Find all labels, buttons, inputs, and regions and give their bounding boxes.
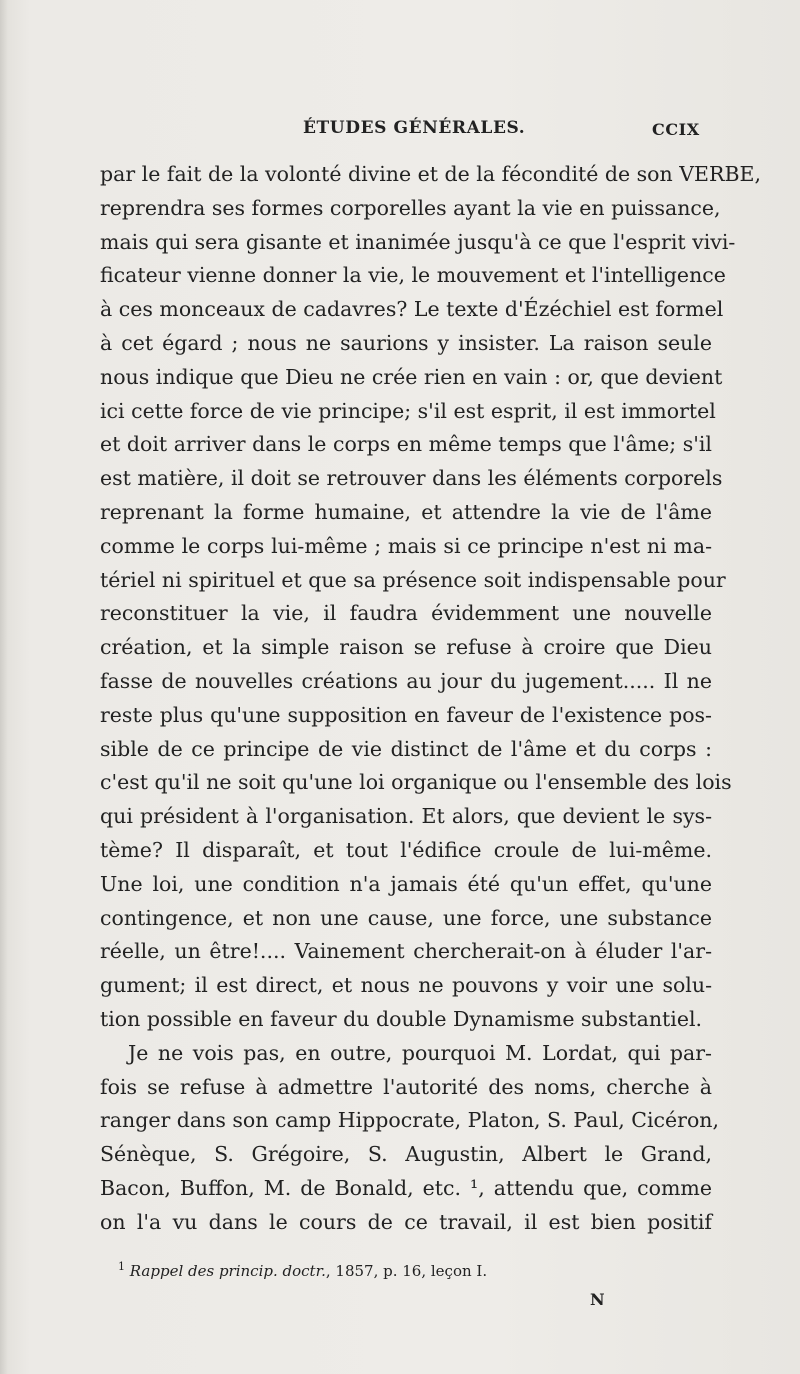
text-line: c'est qu'il ne soit qu'une loi organique ou l'ensemble des lois (100, 770, 732, 795)
footnote-source: Rappel des princip. doctr. (129, 1262, 326, 1280)
footnote-details: , 1857, p. 16, leçon I. (325, 1262, 488, 1280)
text-line: tériel ni spirituel et que sa présence soit indispensable pour (100, 567, 726, 592)
text-line: Bacon, Buffon, M. de Bonald, etc. ¹, attendu que, comme (100, 1175, 712, 1200)
page-number: CCIX (652, 120, 700, 139)
page-header (0, 118, 800, 148)
text-line: gument; il est direct, et nous ne pouvons y voir une solu- (100, 973, 712, 998)
text-line: création, et la simple raison se refuse à croire que Dieu (100, 635, 712, 660)
text-line: reprendra ses formes corporelles ayant la vie en puissance, (100, 195, 721, 220)
text-line: sible de ce principe de vie distinct de l'âme et du corps : (100, 736, 712, 761)
text-line: à ces monceaux de cadavres? Le texte d'Ézéchiel est formel (100, 297, 724, 322)
footnote-mark: 1 (118, 1260, 125, 1273)
text-line: ici cette force de vie principe; s'il est esprit, il est immortel (100, 398, 716, 423)
text-line: tion possible en faveur du double Dynamisme substantiel. (100, 1006, 703, 1031)
footnote (118, 1260, 678, 1280)
text-line: comme le corps lui-même ; mais si ce principe n'est ni ma- (100, 533, 712, 558)
text-line: fois se refuse à admettre l'autorité des noms, cherche à (100, 1074, 712, 1099)
text-line: tème? Il disparaît, et tout l'édifice croule de lui-même. (100, 837, 712, 862)
text-line: ficateur vienne donner la vie, le mouvement et l'intelligence (100, 263, 726, 288)
text-line: Je ne vois pas, en outre, pourquoi M. Lordat, qui par- (128, 1040, 712, 1065)
text-line: à cet égard ; nous ne saurions y insister. La raison seule (100, 330, 712, 355)
text-line: Une loi, une condition n'a jamais été qu'un effet, qu'une (100, 871, 712, 896)
text-line: reste plus qu'une supposition en faveur de l'existence pos- (100, 702, 712, 727)
text-line: on l'a vu dans le cours de ce travail, il est bien positif (100, 1209, 712, 1234)
text-line: ranger dans son camp Hippocrate, Platon, S. Paul, Cicéron, (100, 1108, 720, 1133)
text-line: reconstituer la vie, il faudra évidemment une nouvelle (100, 601, 712, 626)
running-title: ÉTUDES GÉNÉRALES. (303, 118, 526, 138)
text-line: Sénèque, S. Grégoire, S. Augustin, Albert le Grand, (100, 1142, 712, 1167)
text-line: fasse de nouvelles créations au jour du jugement..... Il ne (100, 668, 712, 693)
text-line: et doit arriver dans le corps en même temps que l'âme; s'il (100, 432, 712, 457)
text-line: est matière, il doit se retrouver dans les éléments corporels (100, 466, 723, 491)
text-line: mais qui sera gisante et inanimée jusqu'à ce que l'esprit vivi- (100, 229, 736, 254)
signature-mark: N (590, 1290, 605, 1309)
text-line: reprenant la forme humaine, et attendre la vie de l'âme (100, 499, 712, 524)
text-line: contingence, et non une cause, une force, une substance (100, 905, 712, 930)
body-text (100, 158, 761, 1240)
text-line: par le fait de la volonté divine et de la fécondité de son VERBE, (100, 162, 761, 186)
text-line: réelle, un être!.... Vainement chercherait-on à éluder l'ar- (100, 939, 712, 964)
text-line: nous indique que Dieu ne crée rien en vain : or, que devient (100, 364, 723, 389)
text-line: qui président à l'organisation. Et alors, que devient le sys- (100, 804, 712, 829)
